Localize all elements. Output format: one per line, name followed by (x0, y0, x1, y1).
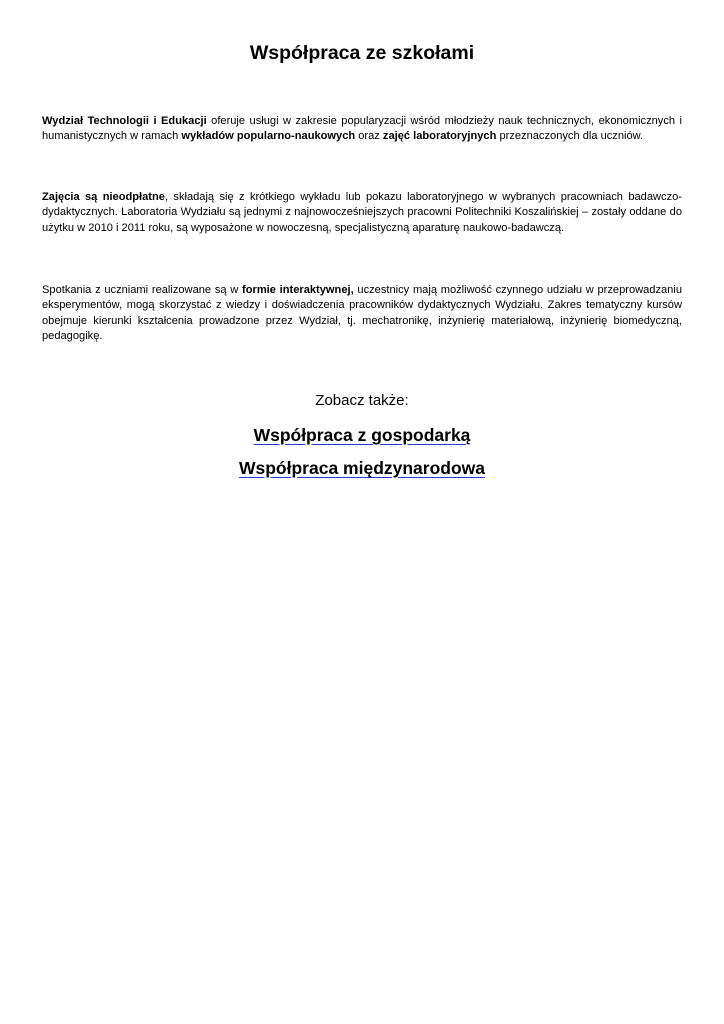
see-also-label: Zobacz także: (315, 392, 409, 409)
body-text: uczestnicy mają możliwość czynnego udziału w przeprowadzaniu eksperymentów, mogą skorzystać z wiedzy i doświadczenia pracowników dydaktycznych Wydziału. Zakres tematyczny kursów obejmuje kierunki kształcenia prowadzone przez Wydział, tj. mechatronikę, inżynierię materiałową, inżynierię biomedyczną, pedagogikę. (42, 284, 682, 342)
bold-text: Zajęcia są nieodpłatne (42, 191, 165, 203)
link-business-cooperation-row (0, 423, 724, 447)
paragraph-interactive (42, 283, 682, 344)
body-text: oferuje usługi w zakresie popularyzacji wśród młodzieży nauk technicznych, ekonomicznych i humanistycznych w ramach (42, 115, 683, 143)
bold-text: wykładów popularno-naukowych (181, 130, 356, 143)
link-international-cooperation[interactable]: Współpraca międzynarodowa (238, 458, 486, 478)
body-text: , składają się z krótkiego wykładu lub pokazu laboratoryjnego w wybranych pracowniach badawczo-dydaktycznych. Laboratoria Wydziału są jednymi z najnowocześniejszych pracowni Politechniki Koszalińskiej – zostały oddane do użytku w 2010 i 2011 roku, są wyposażone w nowoczesną, specjalistyczną aparaturę naukowo-badawczą. (42, 191, 682, 234)
paragraph-free-classes (42, 190, 682, 236)
body-text: przeznaczonych dla uczniów. (496, 130, 644, 143)
body-text: oraz (355, 130, 383, 143)
link-international-cooperation-row (0, 456, 724, 480)
body-text: Spotkania z uczniami realizowane są w (42, 284, 243, 296)
bold-text: formie interaktywnej, (242, 284, 354, 296)
paragraph-intro (42, 114, 682, 145)
page-title: Współpraca ze szkołami (249, 42, 475, 64)
bold-text: Wydział Technologii i Edukacji (42, 115, 207, 127)
bold-text: zajęć laboratoryjnych (382, 130, 497, 143)
link-business-cooperation[interactable]: Współpraca z gospodarką (253, 425, 471, 445)
